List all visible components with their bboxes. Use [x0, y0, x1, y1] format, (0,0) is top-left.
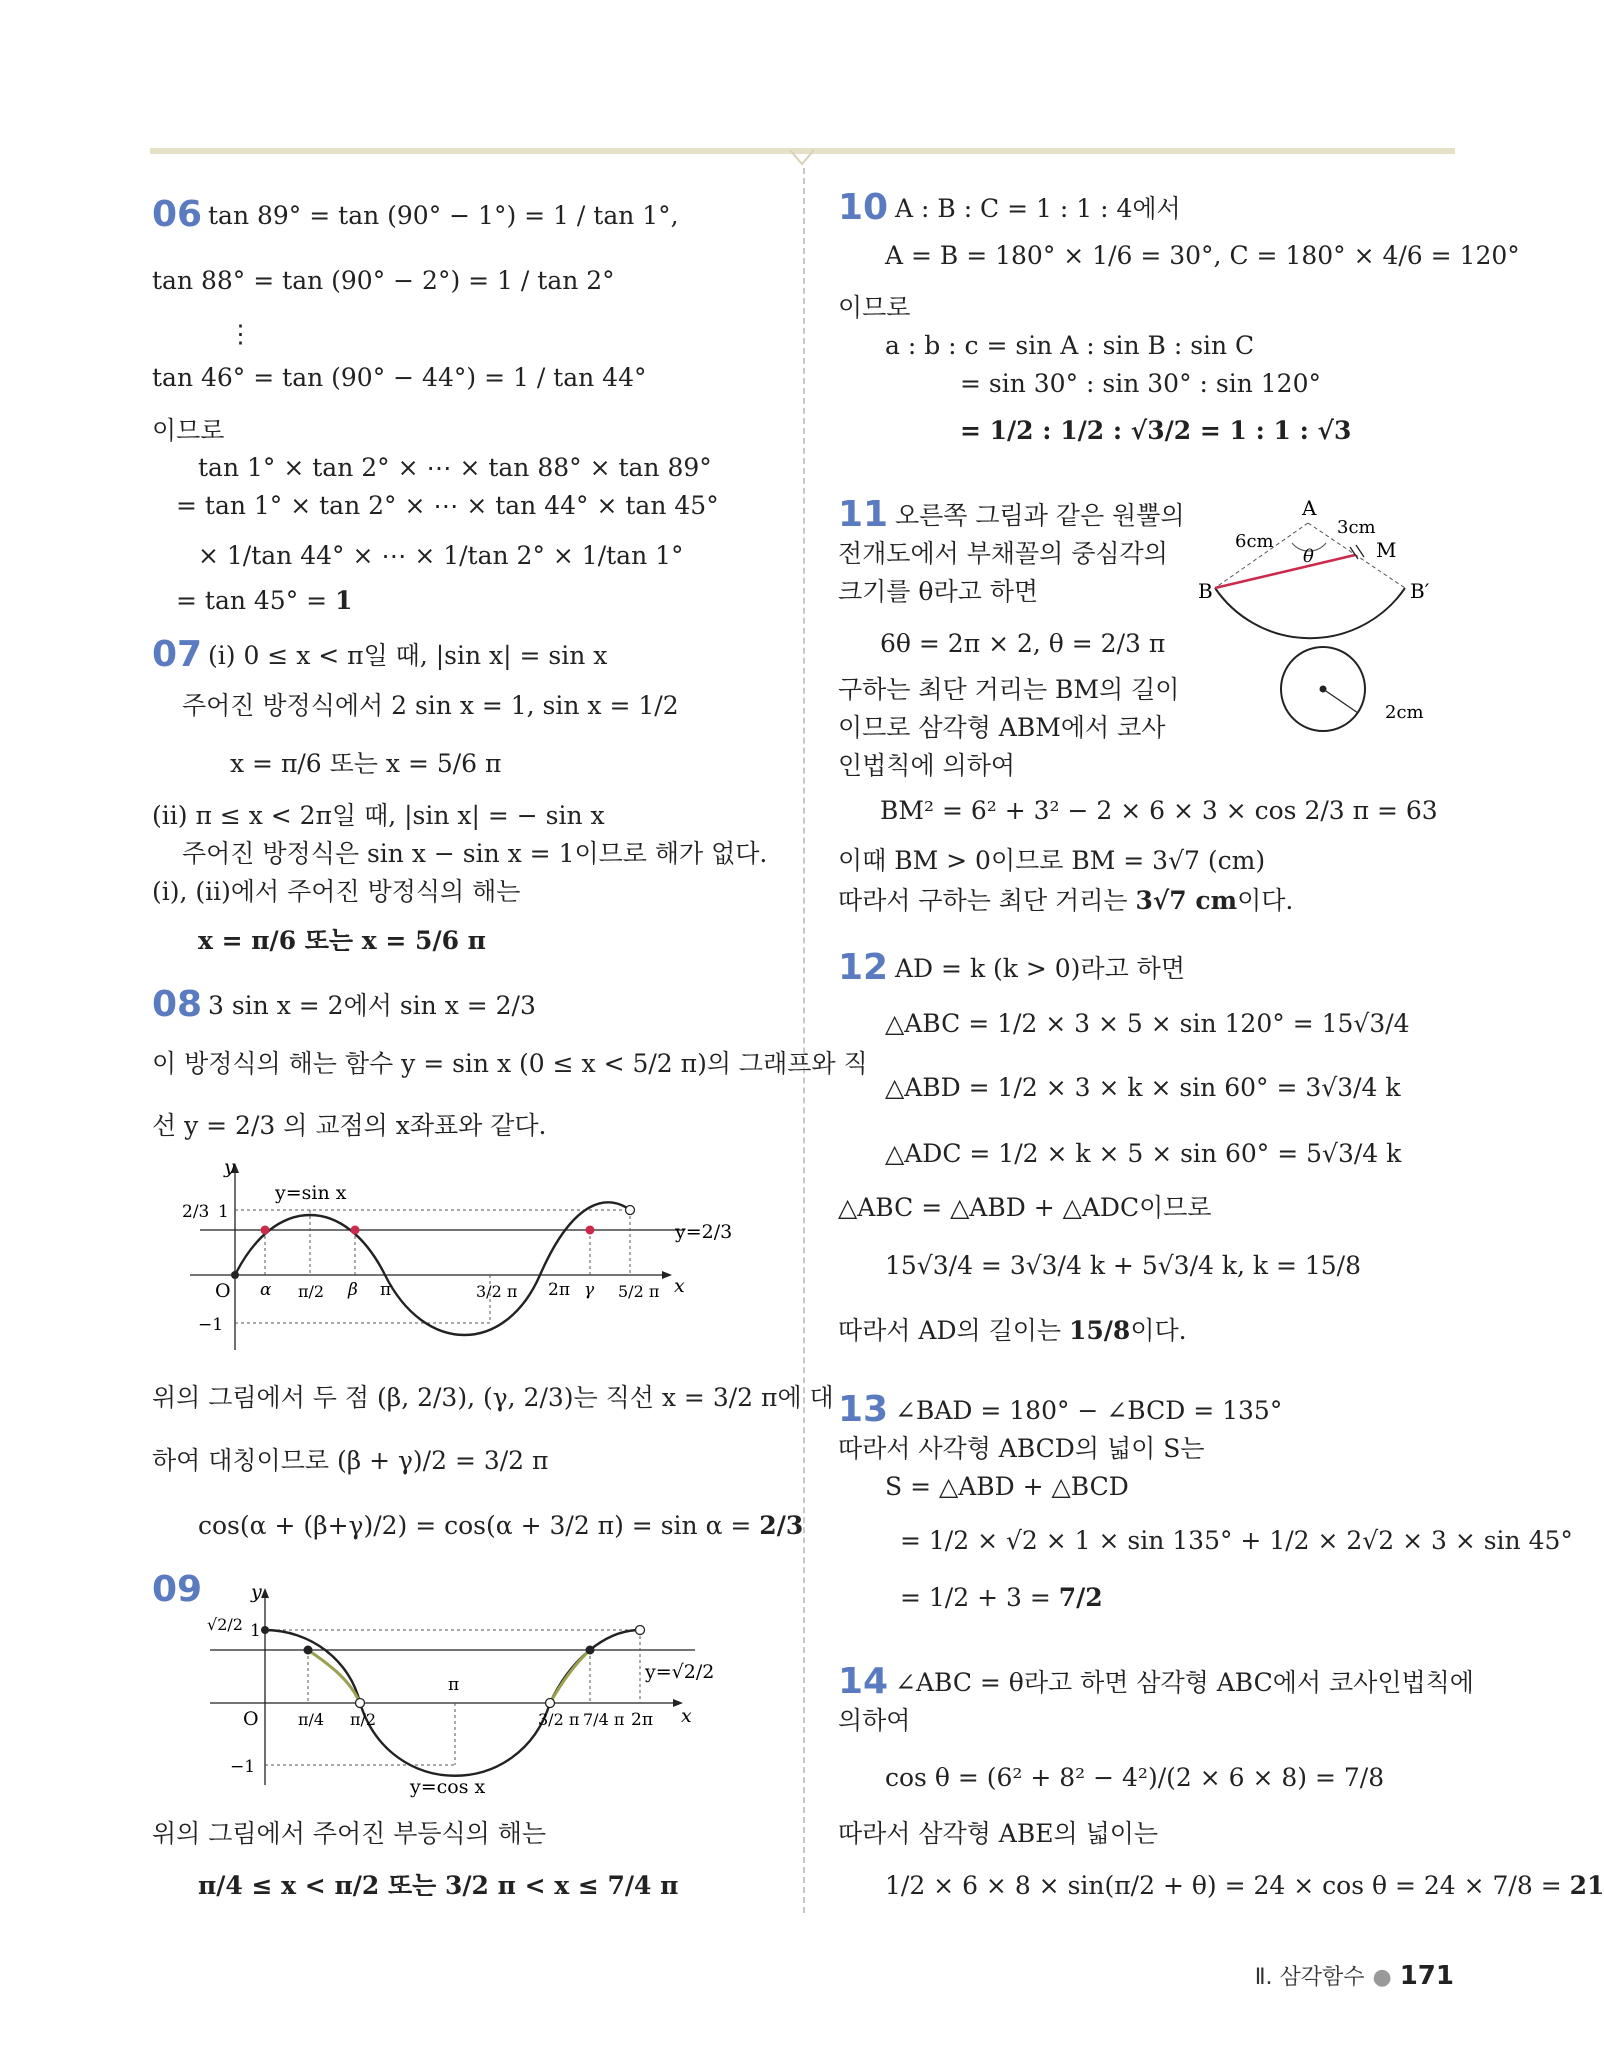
cos-open-point-3pi-2: [546, 1699, 555, 1708]
cos-xtick-7pi-4: 7/4 π: [583, 1710, 625, 1729]
footer-section: Ⅱ. 삼각함수: [1254, 1965, 1365, 1990]
p12-line-2: △ABC = 1/2 × 3 × 5 × sin 120° = 15√3/4: [885, 1009, 1410, 1038]
cos-point-pi-4: [304, 1646, 313, 1655]
sine-xtick-5pi-2: 5/2 π: [618, 1282, 660, 1301]
sector-arc: [1215, 588, 1405, 638]
cos-curve-label: y=cos x: [410, 1776, 486, 1798]
header-notch: [790, 150, 814, 166]
p06-line-7: = tan 1° × tan 2° × ⋯ × tan 44° × tan 45°: [176, 491, 719, 520]
cos-xtick-pi-4: π/4: [298, 1710, 325, 1729]
p12-line-4: △ADC = 1/2 × k × 5 × sin 60° = 5√3/4 k: [885, 1139, 1402, 1168]
sine-origin: O: [215, 1280, 231, 1302]
p11-line-2: 전개도에서 부채꼴의 중심각의: [838, 539, 1168, 568]
cos-ylabel: y: [251, 1581, 262, 1603]
sine-ytick-2-3: 2/3: [182, 1202, 210, 1222]
sine-xtick-beta: β: [348, 1280, 358, 1300]
cos-origin: O: [243, 1708, 259, 1730]
p08-line-6-text: cos(α + (β+γ)/2) = cos(α + 3/2 π) = sin α =: [198, 1511, 760, 1540]
label-b-prime: B′: [1410, 579, 1430, 603]
label-a: A: [1302, 496, 1317, 520]
sine-xlabel: x: [674, 1275, 685, 1297]
cos-xtick-2pi: 2π: [631, 1710, 653, 1730]
problem-number-10: 10: [838, 187, 889, 228]
p07-line-5: 주어진 방정식은 sin x − sin x = 1이므로 해가 없다.: [182, 839, 768, 868]
problem-number-11: 11: [838, 494, 889, 535]
p11-line-10: [838, 885, 1293, 917]
cos-xlabel: x: [681, 1705, 692, 1727]
p14-answer: 21: [1569, 1871, 1604, 1900]
p08-line-2: 이 방정식의 해는 함수 y = sin x (0 ≤ x < 5/2 π)의 그래프와 직: [152, 1049, 868, 1078]
p11-line-5: 구하는 최단 거리는 BM의 길이: [838, 675, 1180, 704]
p10-line-3: 이므로: [838, 293, 911, 322]
sine-xtick-2pi: 2π: [548, 1280, 570, 1300]
p10-line-4: a : b : c = sin A : sin B : sin C: [885, 331, 1255, 360]
p11-line-1: 오른쪽 그림과 같은 원뿔의: [895, 501, 1185, 530]
p11-line-7: 인법칙에 의하여: [838, 751, 1015, 780]
p11-line-8: BM² = 6² + 3² − 2 × 6 × 3 × cos 2/3 π = 63: [880, 796, 1438, 825]
p06-answer: 1: [335, 586, 353, 615]
problem-number-14: 14: [838, 1661, 889, 1702]
label-m: M: [1376, 538, 1397, 562]
p08-line-1: 3 sin x = 2에서 sin x = 2/3: [208, 991, 536, 1020]
sine-ytick-1: 1: [218, 1202, 229, 1222]
intersection-alpha: [261, 1226, 270, 1235]
sine-x-arrow-icon: [662, 1271, 672, 1279]
p06-line-1: tan 89° = tan (90° − 1°) = 1 / tan 1°,: [208, 201, 679, 230]
p12-answer: 15/8: [1069, 1316, 1131, 1345]
p07-line-6: (i), (ii)에서 주어진 방정식의 해는: [152, 877, 521, 906]
problem-number-12: 12: [838, 947, 889, 988]
p07-line-1: (i) 0 ≤ x < π일 때, |sin x| = sin x: [208, 641, 608, 670]
cosine-curve-end: [550, 1630, 640, 1703]
p07-answer: x = π/6 또는 x = 5/6 π: [198, 926, 486, 955]
sine-curve: [235, 1202, 630, 1335]
p10-line-2: A = B = 180° × 1/6 = 30°, C = 180° × 4/6 = 120°: [885, 241, 1520, 270]
p12-line-5: △ABC = △ABD + △ADC이므로: [838, 1193, 1212, 1222]
p06-line-9: [176, 585, 352, 617]
p06-line-2: tan 88° = tan (90° − 2°) = 1 / tan 2°: [152, 266, 615, 295]
p12-line-7-end: 이다.: [1130, 1316, 1187, 1345]
p13-line-1: ∠BAD = 180° − ∠BCD = 135°: [895, 1396, 1283, 1425]
sine-xtick-alpha: α: [260, 1280, 272, 1300]
p10-line-6: = 1/2 : 1/2 : √3/2 = 1 : 1 : √3: [960, 416, 1352, 445]
p08-line-4: 위의 그림에서 두 점 (β, 2/3), (γ, 2/3)는 직선 x = 3/2 π에 대: [152, 1383, 834, 1412]
p12-line-3: △ABD = 1/2 × 3 × k × sin 60° = 3√3/4 k: [885, 1073, 1401, 1102]
p09-line-1: 위의 그림에서 주어진 부등식의 해는: [152, 1819, 547, 1848]
p13-line-5-text: = 1/2 + 3 =: [900, 1583, 1059, 1612]
cos-open-point-pi-2: [356, 1699, 365, 1708]
column-divider: [803, 168, 805, 1913]
p12-line-7: [838, 1315, 1187, 1347]
label-am-3cm: 3cm: [1337, 517, 1376, 538]
cos-point-7pi-4: [586, 1646, 595, 1655]
p07-line-2: 주어진 방정식에서 2 sin x = 1, sin x = 1/2: [182, 691, 679, 720]
cos-start-point: [261, 1626, 269, 1634]
p06-line-8: × 1/tan 44° × ⋯ × 1/tan 2° × 1/tan 1°: [198, 541, 684, 570]
p13-answer: 7/2: [1058, 1583, 1103, 1612]
sine-xtick-gamma: γ: [584, 1280, 595, 1300]
cos-y-arrow-icon: [261, 1588, 269, 1598]
page-number: 171: [1399, 1961, 1454, 1991]
cos-ytick-minus-1: −1: [230, 1757, 256, 1777]
sine-xtick-3pi-2: 3/2 π: [476, 1282, 518, 1301]
p13-line-2: 따라서 사각형 ABCD의 넓이 S는: [838, 1434, 1205, 1463]
p13-line-3: S = △ABD + △BCD: [885, 1472, 1129, 1501]
p14-line-5: [885, 1870, 1604, 1902]
page-footer: [1255, 1960, 1454, 1991]
cos-ytick-1: 1: [250, 1621, 261, 1641]
p14-line-1: ∠ABC = θ라고 하면 삼각형 ABC에서 코사인법칙에: [895, 1668, 1474, 1697]
p11-line-3: 크기를 θ라고 하면: [838, 577, 1038, 606]
p08-answer: 2/3: [759, 1511, 804, 1540]
p11-line-6: 이므로 삼각형 ABM에서 코사: [838, 713, 1166, 742]
cos-line-label: y=√2/2: [645, 1661, 715, 1683]
cos-ytick-sqrt2-2: √2/2: [207, 1615, 243, 1634]
p06-line-6: tan 1° × tan 2° × ⋯ × tan 88° × tan 89°: [198, 453, 712, 482]
sine-end-open-point: [626, 1206, 635, 1215]
tick-mark-1: [1350, 547, 1358, 559]
p11-line-10-text: 따라서 구하는 최단 거리는: [838, 886, 1136, 915]
p14-line-4: 따라서 삼각형 ABE의 넓이는: [838, 1819, 1159, 1848]
intersection-beta: [351, 1226, 360, 1235]
sine-ytick-minus-1: −1: [198, 1315, 224, 1335]
sine-xtick-pi-2: π/2: [298, 1282, 325, 1301]
cos-end-open-point: [636, 1626, 645, 1635]
cos-xtick-pi-2: π/2: [350, 1710, 377, 1729]
p13-line-5: [900, 1582, 1103, 1614]
cos-xtick-pi: π: [448, 1675, 460, 1695]
base-radius: [1323, 689, 1358, 713]
p08-line-5: 하여 대칭이므로 (β + γ)/2 = 3/2 π: [152, 1446, 549, 1475]
sine-xtick-pi: π: [380, 1280, 392, 1300]
label-b: B: [1198, 579, 1213, 603]
p11-line-9: 이때 BM > 0이므로 BM = 3√7 (cm): [838, 846, 1266, 875]
tick-mark-2: [1356, 545, 1364, 557]
p14-line-3: cos θ = (6² + 8² − 4²)/(2 × 6 × 8) = 7/8: [885, 1763, 1385, 1792]
p14-line-2: 의하여: [838, 1706, 911, 1735]
p11-answer: 3√7 cm: [1135, 886, 1238, 915]
p12-line-7-text: 따라서 AD의 길이는: [838, 1316, 1069, 1345]
label-radius-6cm: 6cm: [1235, 531, 1274, 552]
problem-number-08: 08: [152, 984, 203, 1025]
sine-start-point: [231, 1271, 239, 1279]
p10-line-1: A : B : C = 1 : 1 : 4에서: [895, 194, 1181, 223]
p11-line-10-end: 이다.: [1237, 886, 1294, 915]
p10-line-5: = sin 30° : sin 30° : sin 120°: [960, 369, 1321, 398]
problem-number-09: 09: [152, 1569, 203, 1610]
footer-bullet-icon: ●: [1372, 1965, 1392, 1990]
sine-graph: [180, 1155, 740, 1355]
p12-line-1: AD = k (k > 0)라고 하면: [895, 954, 1185, 983]
label-base-2cm: 2cm: [1385, 702, 1424, 723]
sine-line-label: y=2/3: [675, 1221, 733, 1243]
p14-line-5-text: 1/2 × 6 × 8 × sin(π/2 + θ) = 24 × cos θ = 24 × 7/8 =: [885, 1871, 1570, 1900]
intersection-gamma: [586, 1226, 595, 1235]
p07-line-3: x = π/6 또는 x = 5/6 π: [230, 749, 502, 778]
p11-line-4: 6θ = 2π × 2, θ = 2/3 π: [880, 629, 1166, 658]
p13-line-4: = 1/2 × √2 × 1 × sin 135° + 1/2 × 2√2 × 3 × sin 45°: [900, 1526, 1573, 1555]
p07-line-4: (ii) π ≤ x < 2π일 때, |sin x| = − sin x: [152, 801, 605, 830]
cone-net-figure: [1180, 495, 1460, 750]
cosine-graph: [205, 1580, 740, 1800]
sine-curve-label: y=sin x: [275, 1182, 347, 1204]
p08-line-3: 선 y = 2/3 의 교점의 x좌표와 같다.: [152, 1111, 547, 1140]
problem-number-07: 07: [152, 634, 203, 675]
sine-ylabel: y: [224, 1156, 235, 1178]
p06-vdots: ⋮: [228, 319, 253, 348]
label-theta: θ: [1303, 546, 1314, 567]
p06-line-9-text: = tan 45° =: [176, 586, 336, 615]
cos-xtick-3pi-2: 3/2 π: [538, 1710, 580, 1729]
segment-bm: [1215, 555, 1355, 588]
p06-line-5: 이므로: [152, 416, 225, 445]
p06-line-4: tan 46° = tan (90° − 44°) = 1 / tan 44°: [152, 363, 647, 392]
p08-line-6: [198, 1510, 803, 1542]
problem-number-13: 13: [838, 1389, 889, 1430]
problem-number-06: 06: [152, 194, 203, 235]
p09-answer: π/4 ≤ x < π/2 또는 3/2 π < x ≤ 7/4 π: [198, 1871, 679, 1900]
solution-arc-2: [550, 1650, 590, 1703]
p12-line-6: 15√3/4 = 3√3/4 k + 5√3/4 k, k = 15/8: [885, 1251, 1362, 1280]
